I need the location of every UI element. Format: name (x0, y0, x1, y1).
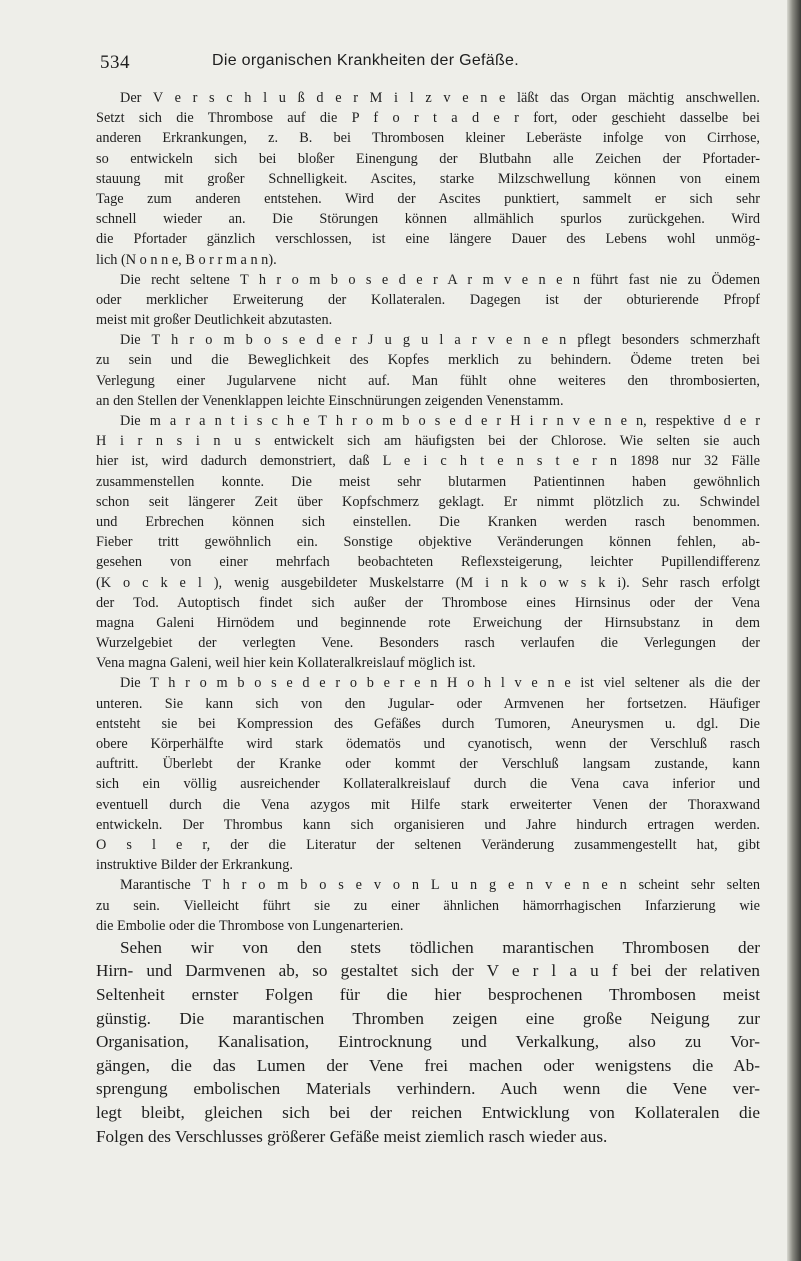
text-line: instruktive Bilder der Erkrankung. (96, 857, 293, 874)
text-line: Die m a r a n t i s c h e T h r o m b o s e d e r H i r n v e n e n, respektive d e r (120, 413, 760, 429)
text-line: Die T h r o m b o s e d e r J u g u l a r v e n e n pflegt besonders schmerzhaft (120, 332, 760, 349)
text-line: an den Stellen der Venenklappen leichte Einschnürungen zeigenden Venenstamm. (96, 392, 564, 409)
text-line: hier ist, wird dadurch demonstriert, daß L e i c h t e n s t e r n 1898 nur 32 Fälle (96, 453, 760, 470)
body-text (96, 88, 760, 1148)
text-line: gängen, die das Lumen der Vene frei machen oder wenigstens die Ab- (96, 1055, 760, 1075)
text-line: der Tod. Autoptisch findet sich außer der Thrombose eines Hirnsinus oder der Vena (96, 594, 760, 611)
text-line: Tage zum anderen entstehen. Wird der Ascites punktiert, sammelt er sich sehr (96, 190, 760, 207)
text-line: Hirn- und Darmvenen ab, so gestaltet sich der V e r l a u f bei der relativen (96, 961, 760, 981)
text-line: Seltenheit ernster Folgen für die hier besprochenen Thrombosen meist (96, 985, 760, 1005)
text-line: anderen Erkrankungen, z. B. bei Thrombosen kleiner Leberäste infolge von Cirrhose, (96, 130, 760, 147)
text-line: Marantische T h r o m b o s e v o n L u n g e n v e n e n scheint sehr selten (120, 877, 760, 894)
text-line: magna Galeni Hirnödem und beginnende rote Erweichung der Hirnsubstanz in dem (96, 614, 760, 631)
text-line: Setzt sich die Thrombose auf die P f o r t a d e r fort, oder geschieht dasselbe bei (96, 110, 760, 127)
text-line: oder merklicher Erweiterung der Kollateralen. Dagegen ist der obturierende Pfropf (96, 291, 760, 308)
text-line: gesehen von einer mehrfach beobachteten Reflexsteigerung, leichter Pupillendifferenz (96, 554, 760, 571)
text-line: Die recht seltene T h r o m b o s e d e r A r m v e n e n führt fast nie zu Ödemen (120, 271, 760, 288)
text-line: die Pfortader gänzlich verschlossen, ist eine längere Dauer des Lebens wohl unmög- (96, 231, 760, 248)
text-line: unteren. Sie kann sich von den Jugular- oder Armvenen her fortsetzen. Häufiger (96, 695, 760, 712)
text-line: stauung mit großer Schnelligkeit. Ascites, starke Milzschwellung können von einem (96, 170, 760, 187)
text-line: und Erbrechen können sich einstellen. Die Kranken werden rasch benommen. (96, 513, 760, 530)
page-number: 534 (100, 52, 130, 73)
text-line: meist mit großer Deutlichkeit abzutasten. (96, 312, 333, 329)
text-line: zu sein und die Beweglichkeit des Kopfes merklich zu behindern. Ödeme treten bei (96, 352, 760, 369)
text-line: eventuell durch die Vena azygos mit Hilfe stark erweiterter Venen der Thoraxwand (96, 796, 760, 813)
text-line: Organisation, Kanalisation, Eintrocknung und Verkalkung, also zu Vor- (96, 1032, 760, 1052)
text-line: Folgen des Verschlusses größerer Gefäße meist ziemlich rasch wieder aus. (96, 1126, 608, 1146)
text-line: Fieber tritt gewöhnlich ein. Sonstige objektive Veränderungen können fehlen, ab- (96, 534, 760, 551)
text-line: lich (N o n n e, B o r r m a n n). (96, 251, 277, 268)
text-line: günstig. Die marantischen Thromben zeigen eine große Neigung zur (96, 1008, 760, 1028)
text-line: Vena magna Galeni, weil hier kein Kollateralkreislauf möglich ist. (96, 655, 476, 672)
text-line: zu sein. Vielleicht führt sie zu einer ähnlichen hämorrhagischen Infarzierung wie (96, 897, 760, 914)
text-line: entsteht sie bei Kompression des Gefäßes durch Tumoren, Aneurysmen u. dgl. Die (96, 715, 760, 732)
text-line: Verlegung einer Jugularvene nicht auf. Man fühlt ohne weiteres den thrombosierten, (96, 372, 760, 389)
text-line: entwickeln. Der Thrombus kann sich organisieren und Jahre hindurch ertragen werden. (96, 816, 760, 833)
text-line: O s l e r, der die Literatur der seltenen Veränderung zusammengestellt hat, gibt (96, 836, 760, 853)
text-line: die Embolie oder die Thrombose von Lungenarterien. (96, 917, 404, 934)
text-line: Wurzelgebiet der verlegten Vene. Besonders rasch verlaufen die Verlegungen der (96, 635, 760, 652)
text-line: Die T h r o m b o s e d e r o b e r e n H o h l v e n e ist viel seltener als die der (120, 675, 760, 692)
text-line: H i r n s i n u s entwickelt sich am häufigsten bei der Chlorose. Wie selten sie auch (96, 433, 760, 450)
text-line: Der V e r s c h l u ß d e r M i l z v e n e läßt das Organ mächtig anschwellen. (120, 90, 760, 106)
text-line: zusammenstellen konnte. Die meist sehr blutarmen Patientinnen haben gewöhnlich (96, 473, 760, 490)
text-line: so entwickeln sich bei bloßer Einengung der Blutbahn alle Zeichen der Pfortader- (96, 150, 760, 167)
text-line: Sehen wir von den stets tödlichen marantischen Thrombosen der (120, 937, 760, 957)
text-line: (K o c k e l ), wenig ausgebildeter Muskelstarre (M i n k o w s k i). Sehr rasch erfolgt (96, 574, 760, 591)
text-line: sich ein völlig ausreichender Kollateralkreislauf durch die Vena cava inferior und (96, 776, 760, 793)
running-title: Die organischen Krankheiten der Gefäße. (212, 52, 519, 69)
text-line: auftritt. Überlebt der Kranke oder kommt der Verschluß langsam zustande, kann (96, 756, 760, 773)
text-line: obere Körperhälfte wird stark ödematös und cyanotisch, wenn der Verschluß rasch (96, 736, 760, 752)
text-line: legt bleibt, gleichen sich bei der reichen Entwicklung von Kollateralen die (96, 1103, 760, 1123)
text-line: schon seit längerer Zeit über Kopfschmerz geklagt. Er nimmt plötzlich zu. Schwindel (96, 493, 760, 510)
text-line: sprengung embolischen Materials verhindern. Auch wenn die Vene ver- (96, 1079, 760, 1099)
page-header (100, 52, 760, 76)
text-line: schnell wieder an. Die Störungen können allmählich spurlos zurückgehen. Wird (96, 211, 760, 228)
page-edge-shadow (787, 0, 801, 1261)
